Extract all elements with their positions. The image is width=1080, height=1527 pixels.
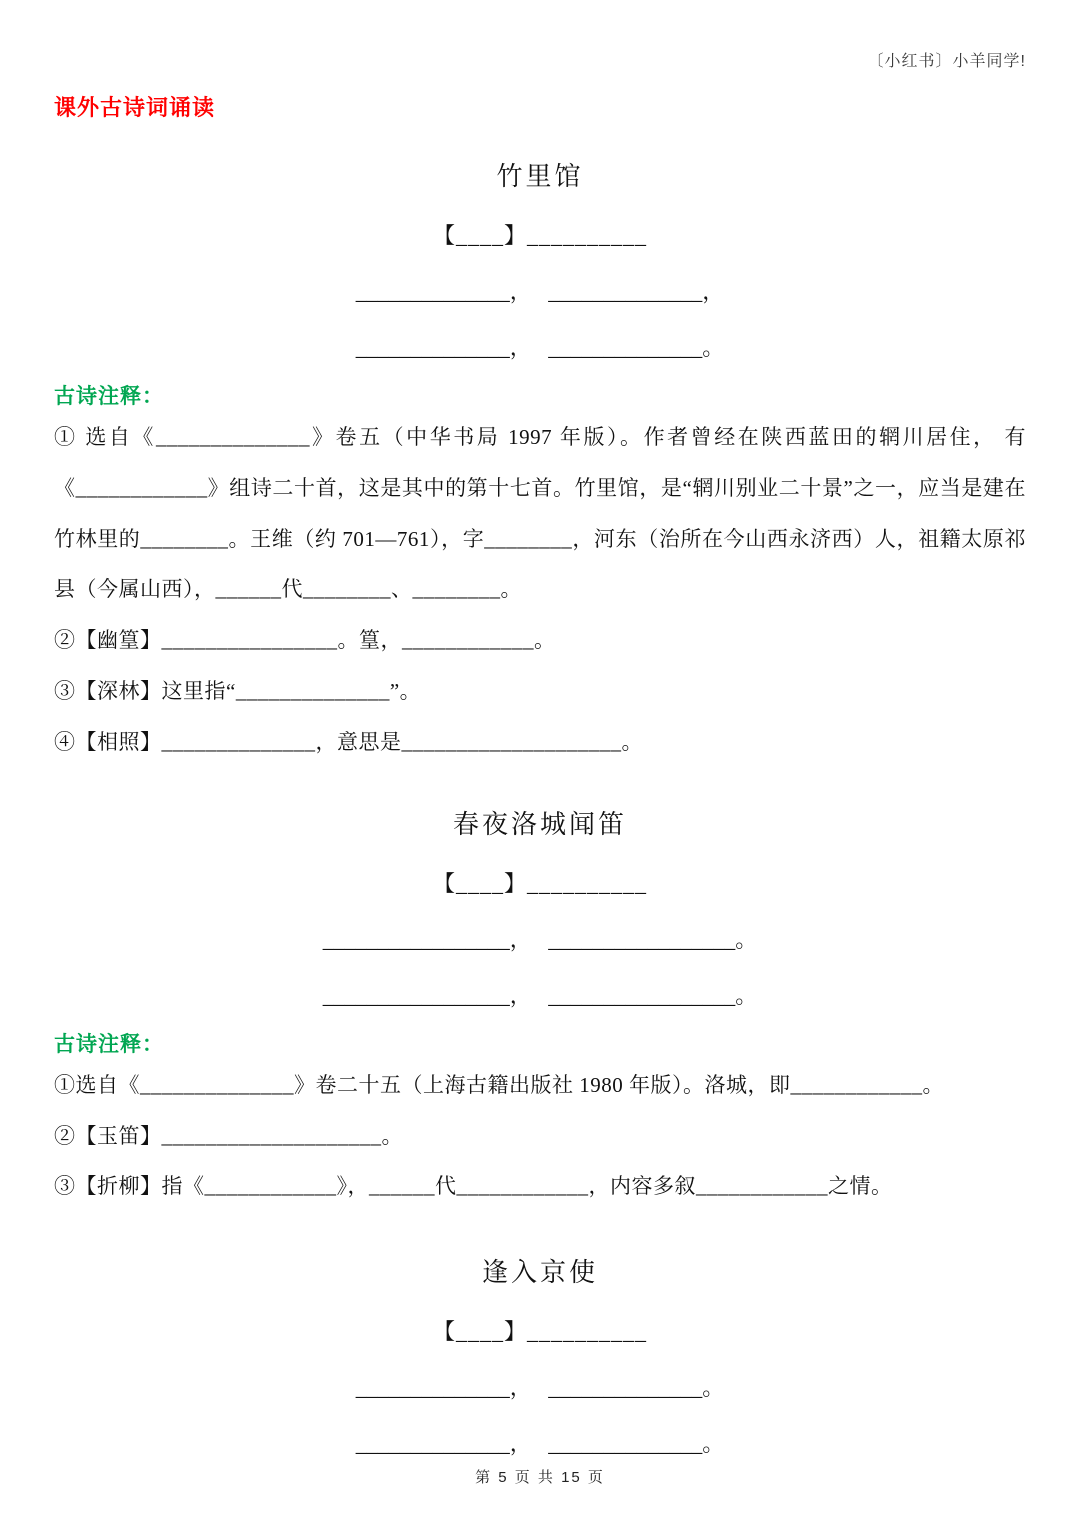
poem-title: 逢入京使 [481, 1258, 598, 1288]
poem-section-1 [54, 156, 1026, 768]
verse-blank-line: _________________， _________________。 [322, 926, 758, 952]
verse-blank-line: ______________， ______________。 [355, 335, 725, 360]
note-item: ①选自《______________》卷二十五（上海古籍出版社 1980 年版）。洛城，即____________。 [54, 1072, 944, 1097]
verse-blank-line: ______________， ______________。 [355, 1375, 725, 1401]
author-blank-line: 【____】__________ [432, 870, 647, 896]
author-blank-line: 【____】__________ [432, 223, 647, 248]
note-item: ②【幽篁】________________。篁，____________。 [54, 628, 556, 653]
author-blank-line: 【____】__________ [432, 1319, 647, 1345]
notes-heading: 古诗注释： [54, 385, 164, 408]
poem-title: 竹里馆 [496, 162, 584, 191]
verse-blank-line: ______________， ______________。 [355, 1431, 725, 1457]
note-item: ②【玉笛】____________________。 [54, 1123, 403, 1148]
notes-block [54, 412, 1026, 768]
page-number: 第 5 页 共 15 页 [475, 1469, 605, 1486]
poem-section-2 [54, 804, 1026, 1212]
note-item: ③【折柳】指《____________》，______代____________，内容多叙____________之情。 [54, 1174, 893, 1199]
poem-section-3 [54, 1252, 1026, 1458]
note-item: ③【深林】这里指“______________”。 [54, 679, 422, 704]
notes-heading: 古诗注释： [54, 1032, 164, 1056]
verse-blank-line: ______________， ______________， [355, 279, 725, 304]
section-heading: 课外古诗词诵读 [54, 95, 216, 120]
notes-block [54, 1060, 1026, 1212]
note-item: ① 选自《______________》卷五（中华书局 1997 年版）。作者曾经在陕西蓝田的辋川居住， 有《____________》组诗二十首，这是其中的第十七首。竹里馆，是“辋川别业二十景”之一，应当是建在竹林里的________。王维（约 701—761），字________，河东（治所在今山西永济西）人，祖籍太原祁县（今属山西），______代________、________。 [54, 425, 1026, 602]
note-item: ④【相照】______________，意思是____________________。 [54, 729, 643, 754]
watermark-text: 〔小红书〕小羊同学! [867, 53, 1026, 70]
verse-blank-line: _________________， _________________。 [322, 982, 758, 1008]
poem-title: 春夜洛城闻笛 [452, 809, 627, 839]
